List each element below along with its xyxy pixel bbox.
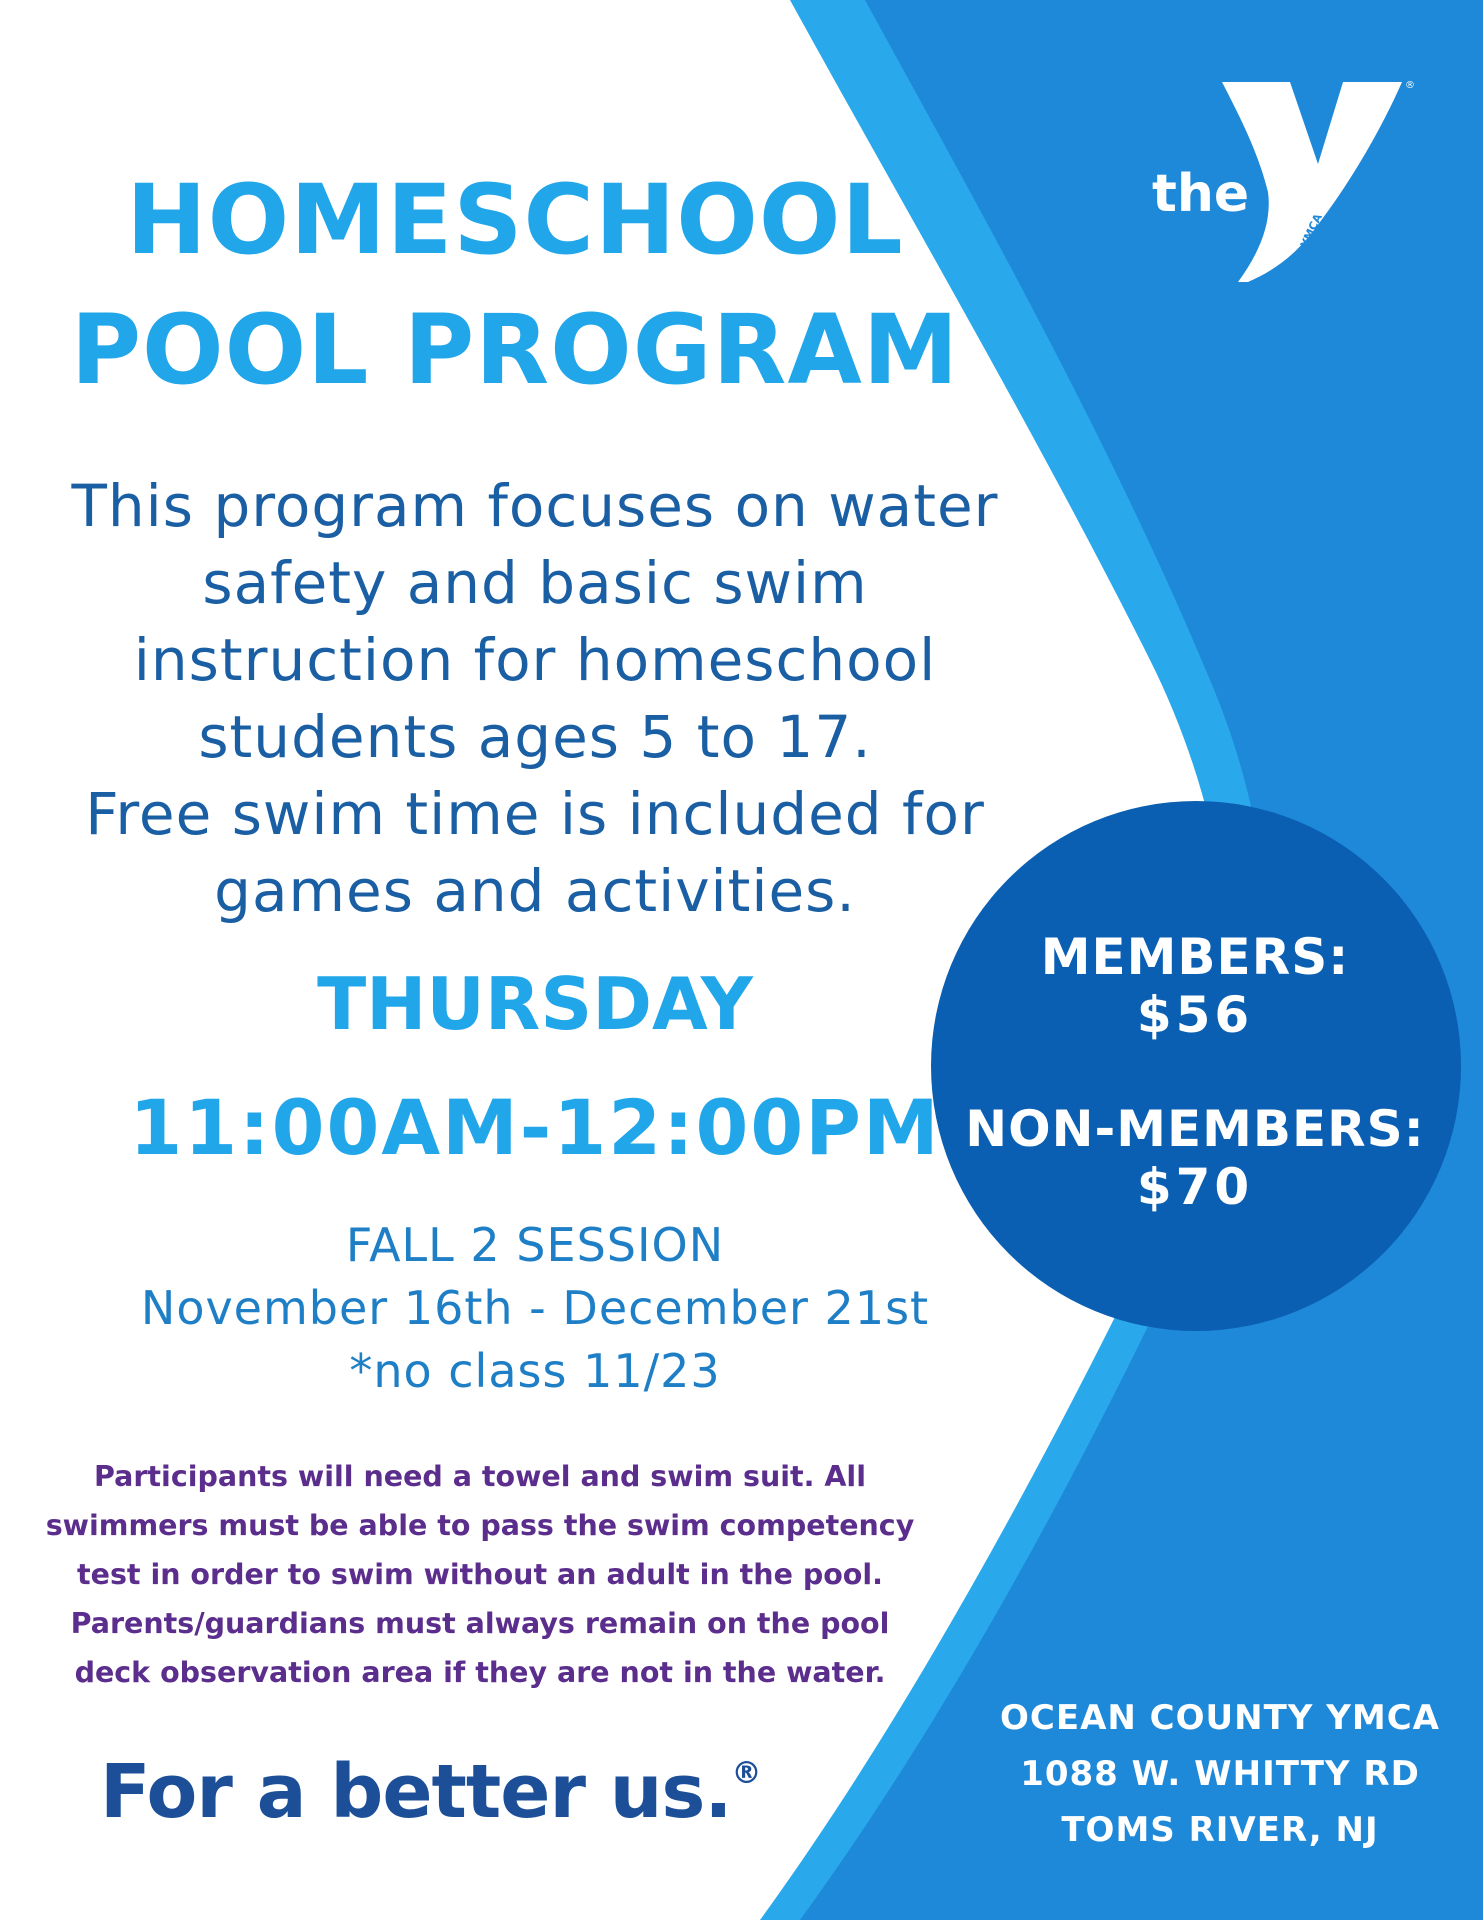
schedule-day: THURSDAY bbox=[317, 962, 753, 1046]
tagline bbox=[100, 1749, 762, 1835]
notice-line: deck observation area if they are not in the water. bbox=[74, 1656, 886, 1689]
session-dates: November 16th - December 21st bbox=[140, 1281, 930, 1335]
description-line: safety and basic swim bbox=[202, 549, 868, 617]
page-title-line1: HOMESCHOOL bbox=[126, 164, 904, 276]
participant-notice bbox=[10, 1452, 950, 1697]
address-line3: TOMS RIVER, NJ bbox=[1061, 1810, 1379, 1850]
session-info bbox=[40, 1214, 1030, 1403]
notice-line: swimmers must be able to pass the swim competency bbox=[45, 1509, 915, 1542]
logo-registered-mark: ® bbox=[1405, 80, 1415, 91]
members-price: $56 bbox=[1136, 986, 1254, 1044]
page-title-line2: POOL PROGRAM bbox=[70, 294, 960, 406]
description-line: This program focuses on water bbox=[71, 472, 999, 540]
address-line1: OCEAN COUNTY YMCA bbox=[1000, 1698, 1440, 1738]
description-line: instruction for homeschool bbox=[133, 626, 937, 694]
description-line: students ages 5 to 17. bbox=[198, 703, 872, 771]
tagline-registered-mark: ® bbox=[731, 1756, 762, 1791]
logo-ymca-text: YMCA bbox=[1298, 211, 1325, 250]
description-line: games and activities. bbox=[214, 857, 856, 925]
description-line: Free swim time is included for bbox=[85, 780, 985, 848]
members-label: MEMBERS: bbox=[1040, 928, 1350, 986]
schedule-time: 11:00AM-12:00PM bbox=[129, 1083, 941, 1172]
nonmembers-pricing bbox=[935, 1100, 1455, 1216]
location-address bbox=[960, 1690, 1480, 1858]
nonmembers-label: NON-MEMBERS: bbox=[965, 1100, 1425, 1158]
tagline-text: For a better us. bbox=[100, 1749, 732, 1835]
notice-line: test in order to swim without an adult in the pool. bbox=[76, 1558, 883, 1591]
session-name: FALL 2 SESSION bbox=[345, 1218, 725, 1272]
notice-line: Parents/guardians must always remain on the pool bbox=[70, 1607, 890, 1640]
nonmembers-price: $70 bbox=[1136, 1158, 1254, 1216]
address-line2: 1088 W. WHITTY RD bbox=[1020, 1754, 1420, 1794]
members-pricing bbox=[935, 928, 1455, 1044]
program-description bbox=[10, 468, 1060, 930]
logo-the-text: the bbox=[1152, 164, 1250, 224]
notice-line: Participants will need a towel and swim suit. All bbox=[94, 1460, 866, 1493]
session-note: *no class 11/23 bbox=[349, 1344, 721, 1398]
ymca-logo bbox=[1140, 72, 1420, 292]
